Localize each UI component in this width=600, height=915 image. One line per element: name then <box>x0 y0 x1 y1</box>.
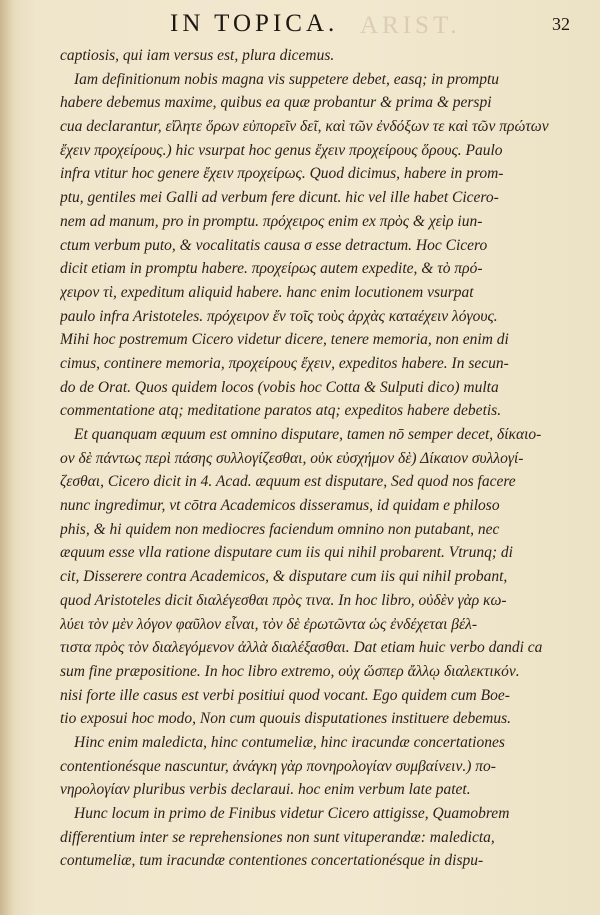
text-line: infra vtitur hoc genere ἔχειν προχείρως. Quod dicimus, habere in prom- <box>60 165 504 183</box>
text-line: quod Aristoteles dicit διαλέγεσθαι πρὸς τινα. In hoc libro, οὐδὲν γὰρ κω- <box>60 591 507 609</box>
text-line: nem ad manum, pro in promptu. πρόχειρος enim ex πρὸς & χεὶρ iun- <box>60 212 483 230</box>
text-line: Mihi hoc postremum Cicero videtur dicere, tenere memoria, non enim di <box>60 331 509 349</box>
text-line: æquum esse vlla ratione disputare cum iis qui nihil probarent. Vtrunq; di <box>60 544 513 562</box>
text-line: phis, & hi quidem non mediocres faciendum omnino non putabant, nec <box>60 520 500 538</box>
text-line: tio exposui hoc modo, Non cum quouis disputationes instituere debemus. <box>60 710 512 728</box>
text-line: nunc ingredimur, vt cōtra Academicos disseramus, id quidam e philoso <box>60 497 500 515</box>
text-line: cua declarantur, εἴλητε ὅρων εὐπορεῖν δεῖ, καὶ τῶν ἐνδόξων τε καὶ τῶν πρώτων <box>60 118 549 136</box>
body-text <box>60 44 580 873</box>
page-header <box>0 10 600 38</box>
page-number: 32 <box>552 14 570 34</box>
text-line: ον δὲ πάντως περὶ πάσης συλλογίζεσθαι, οὐκ εὐσχήμον δὲ) Δίκαιον συλλογί- <box>60 449 524 467</box>
text-line: contumeliæ, tum iracundæ contentiones concertationésque in dispu- <box>60 852 484 870</box>
text-line: paulo infra Aristoteles. πρόχειρον ἔν τοῖς τοὺς ἀρχὰς καταέχειν λόγους. <box>60 307 498 325</box>
text-line: Hunc locum in primo de Finibus videtur Cicero attigisse, Quamobrem <box>74 805 510 822</box>
text-line: τιστα πρὸς τὸν διαλεγόμενον ἀλλὰ διαλέξασθαι. Dat etiam huic verbo dandi ca <box>60 639 543 657</box>
text-line: do de Orat. Quos quidem locos (vobis hoc Cotta & Sulputi dico) multa <box>60 378 499 396</box>
text-line: differentium inter se reprehensiones non sunt vituperandæ: maledicta, <box>60 828 495 846</box>
text-line: λύει τὸν μὲν λόγον φαῦλον εἶναι, τὸν δὲ ἐρωτῶντα ὡς ἐνδέχεται βέλ- <box>60 615 477 633</box>
text-line: ctum verbum puto, & vocalitatis causa σ esse detractum. Hoc Cicero <box>60 236 488 254</box>
show-through-title: ARIST. <box>360 12 461 39</box>
text-line: captiosis, qui iam versus est, plura dicemus. <box>60 47 335 64</box>
text-line: cit, Disserere contra Academicos, & disputare cum iis qui nihil probant, <box>60 568 508 586</box>
text-line: Iam definitionum nobis magna vis suppetere debet, easq; in promptu <box>74 70 500 88</box>
book-spine-shadow <box>0 0 14 915</box>
text-line: ἔχειν προχείρους.) hic vsurpat hoc genus ἔχειν προχείρους ὅρους. Paulo <box>60 141 503 159</box>
text-line: dicit etiam in promptu habere. προχείρως autem expedite, & τὸ πρό- <box>60 260 483 278</box>
text-line: χειρον τὶ, expeditum aliquid habere. hanc enim locutionem vsurpat <box>60 283 474 301</box>
text-line: ptu, gentiles mei Galli ad verbum fere dicunt. hic vel ille habet Cicero- <box>60 189 499 207</box>
text-line: cimus, continere memoria, προχείρους ἔχειν, expeditos habere. In secun- <box>60 354 509 372</box>
text-line: νηρολογίαν pluribus verbis declaraui. hoc enim verbum late patet. <box>60 781 471 799</box>
running-title: IN TOPICA. <box>170 10 339 37</box>
text-line: nisi forte ille casus est verbi positiui quod vocant. Ego quidem cum Boe- <box>60 686 510 704</box>
text-line: contentionésque nascuntur, ἀνάγκη γὰρ πονηρολογίαν συμβαίνειν.) πο- <box>60 757 496 775</box>
text-line: sum fine præpositione. In hoc libro extremo, οὐχ ὥσπερ ἄλλῳ διαλεκτικόν. <box>60 662 520 680</box>
text-line: ζεσθαι, Cicero dicit in 4. Acad. æquum est disputare, Sed quod nos facere <box>60 473 516 491</box>
text-line: commentatione atq; meditatione paratos atq; expeditos habere debetis. <box>60 402 502 420</box>
text-line: habere debemus maxime, quibus ea quæ probantur & prima & perspi <box>60 94 492 112</box>
text-line: Et quanquam æquum est omnino disputare, tamen nō semper decet, δίκαιο- <box>74 426 542 443</box>
text-line: Hinc enim maledicta, hinc contumeliæ, hinc iracundæ concertationes <box>74 733 505 751</box>
